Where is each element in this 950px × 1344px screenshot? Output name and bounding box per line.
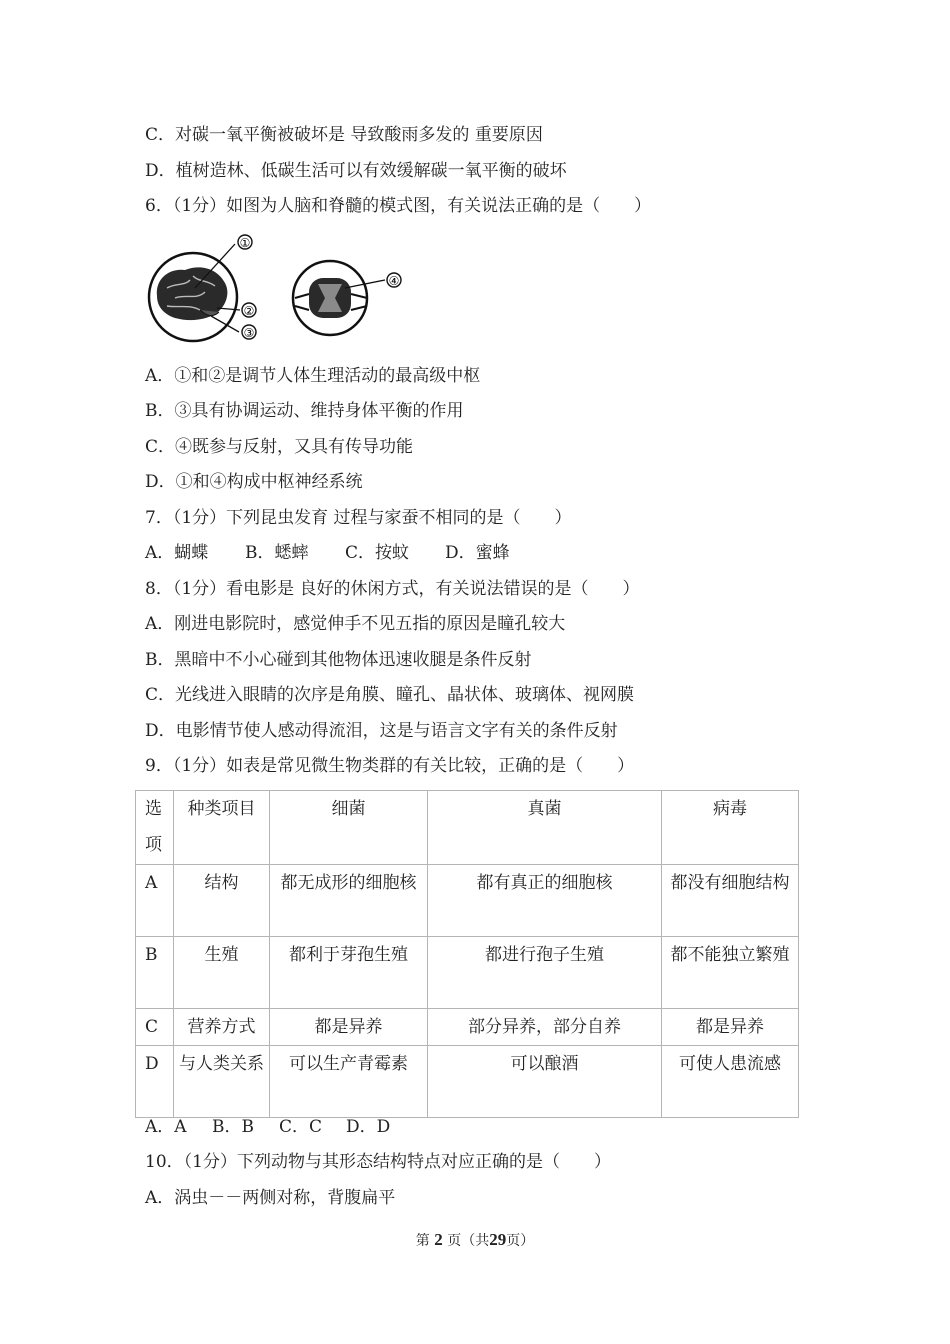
table-row (136, 1046, 799, 1118)
figure-label-4: ④ (388, 274, 400, 288)
table-cell: 都有真正的细胞核 (428, 865, 662, 937)
option-9c: C．C (279, 1117, 323, 1137)
page-footer (0, 1230, 950, 1250)
table-row (136, 937, 799, 1009)
option-6c: C．④既参与反射，又具有传导功能 (145, 437, 414, 457)
table-header-cell: 选项 (136, 791, 174, 865)
footer-middle: 页（共 (447, 1233, 490, 1249)
option-8d: D．电影情节使人感动得流泪，这是与语言文字有关的条件反射 (145, 721, 618, 741)
table-cell: 都是异养 (270, 1009, 428, 1046)
question-9: 9．（1分）如表是常见微生物类群的有关比较，正确的是（ ） (145, 756, 635, 776)
footer-prefix: 第 (415, 1233, 430, 1249)
figure-label-2: ② (243, 304, 255, 318)
table-cell: 部分异养，部分自养 (428, 1009, 662, 1046)
table-header-cell: 种类项目 (174, 791, 270, 865)
footer-suffix: 页） (506, 1233, 535, 1249)
page-number: 2 (434, 1230, 443, 1249)
option-5d: D．植树造林、低碳生活可以有效缓解碳一氧平衡的破坏 (145, 161, 567, 181)
figure-label-1: ① (239, 236, 251, 250)
question-6: 6．（1分）如图为人脑和脊髓的模式图，有关说法正确的是（ ） (145, 196, 652, 216)
question-8: 8．（1分）看电影是 良好的休闲方式，有关说法错误的是（ ） (145, 579, 640, 599)
table-header-cell: 病毒 (662, 791, 799, 865)
table-cell: D (136, 1046, 174, 1118)
question-10: 10．（1分）下列动物与其形态结构特点对应正确的是（ ） (145, 1152, 611, 1172)
option-7b: B．蟋蟀 (245, 543, 309, 563)
table-header-cell: 细菌 (270, 791, 428, 865)
comparison-table (135, 790, 799, 1118)
table-cell: B (136, 937, 174, 1009)
option-10a: A．涡虫－－两侧对称，背腹扁平 (145, 1188, 396, 1208)
table-cell: 都利于芽孢生殖 (270, 937, 428, 1009)
table-cell: 营养方式 (174, 1009, 270, 1046)
table-cell: 都无成形的细胞核 (270, 865, 428, 937)
table-cell: A (136, 865, 174, 937)
table-cell: 都是异养 (662, 1009, 799, 1046)
option-8b: B．黑暗中不小心碰到其他物体迅速收腿是条件反射 (145, 650, 532, 670)
option-6d: D．①和④构成中枢神经系统 (145, 472, 363, 492)
table-cell: 都没有细胞结构 (662, 865, 799, 937)
options-7 (145, 543, 510, 563)
table-cell: 可使人患流感 (662, 1046, 799, 1118)
option-7a: A．蝴蝶 (145, 543, 209, 563)
option-9d: D．D (346, 1117, 391, 1137)
table-cell: 都不能独立繁殖 (662, 937, 799, 1009)
option-9a: A．A (145, 1117, 187, 1137)
option-8c: C．光线进入眼睛的次序是角膜、瞳孔、晶状体、玻璃体、视网膜 (145, 685, 635, 705)
table-cell: 都进行孢子生殖 (428, 937, 662, 1009)
page-total: 29 (489, 1230, 507, 1249)
option-9b: B．B (212, 1117, 254, 1137)
table-cell: 可以生产青霉素 (270, 1046, 428, 1118)
option-5c: C．对碳一氧平衡被破坏是 导致酸雨多发的 重要原因 (145, 125, 543, 145)
option-6a: A．①和②是调节人体生理活动的最高级中枢 (145, 366, 481, 386)
question-7: 7．（1分）下列昆虫发育 过程与家蚕不相同的是（ ） (145, 508, 572, 528)
table-cell: 生殖 (174, 937, 270, 1009)
table-header-row (136, 791, 799, 865)
table-row (136, 1009, 799, 1046)
table-cell: 结构 (174, 865, 270, 937)
option-7c: C．按蚊 (345, 543, 410, 563)
table-row (136, 865, 799, 937)
table-header-cell: 真菌 (428, 791, 662, 865)
option-7d: D．蜜蜂 (445, 543, 510, 563)
brain-spinal-cord-figure (145, 228, 415, 344)
table-cell: 可以酿酒 (428, 1046, 662, 1118)
table-cell: 与人类关系 (174, 1046, 270, 1118)
figure-label-3: ③ (243, 326, 255, 340)
option-8a: A．刚进电影院时，感觉伸手不见五指的原因是瞳孔较大 (145, 614, 566, 634)
option-6b: B．③具有协调运动、维持身体平衡的作用 (145, 401, 464, 421)
options-9 (145, 1117, 390, 1137)
table-cell: C (136, 1009, 174, 1046)
